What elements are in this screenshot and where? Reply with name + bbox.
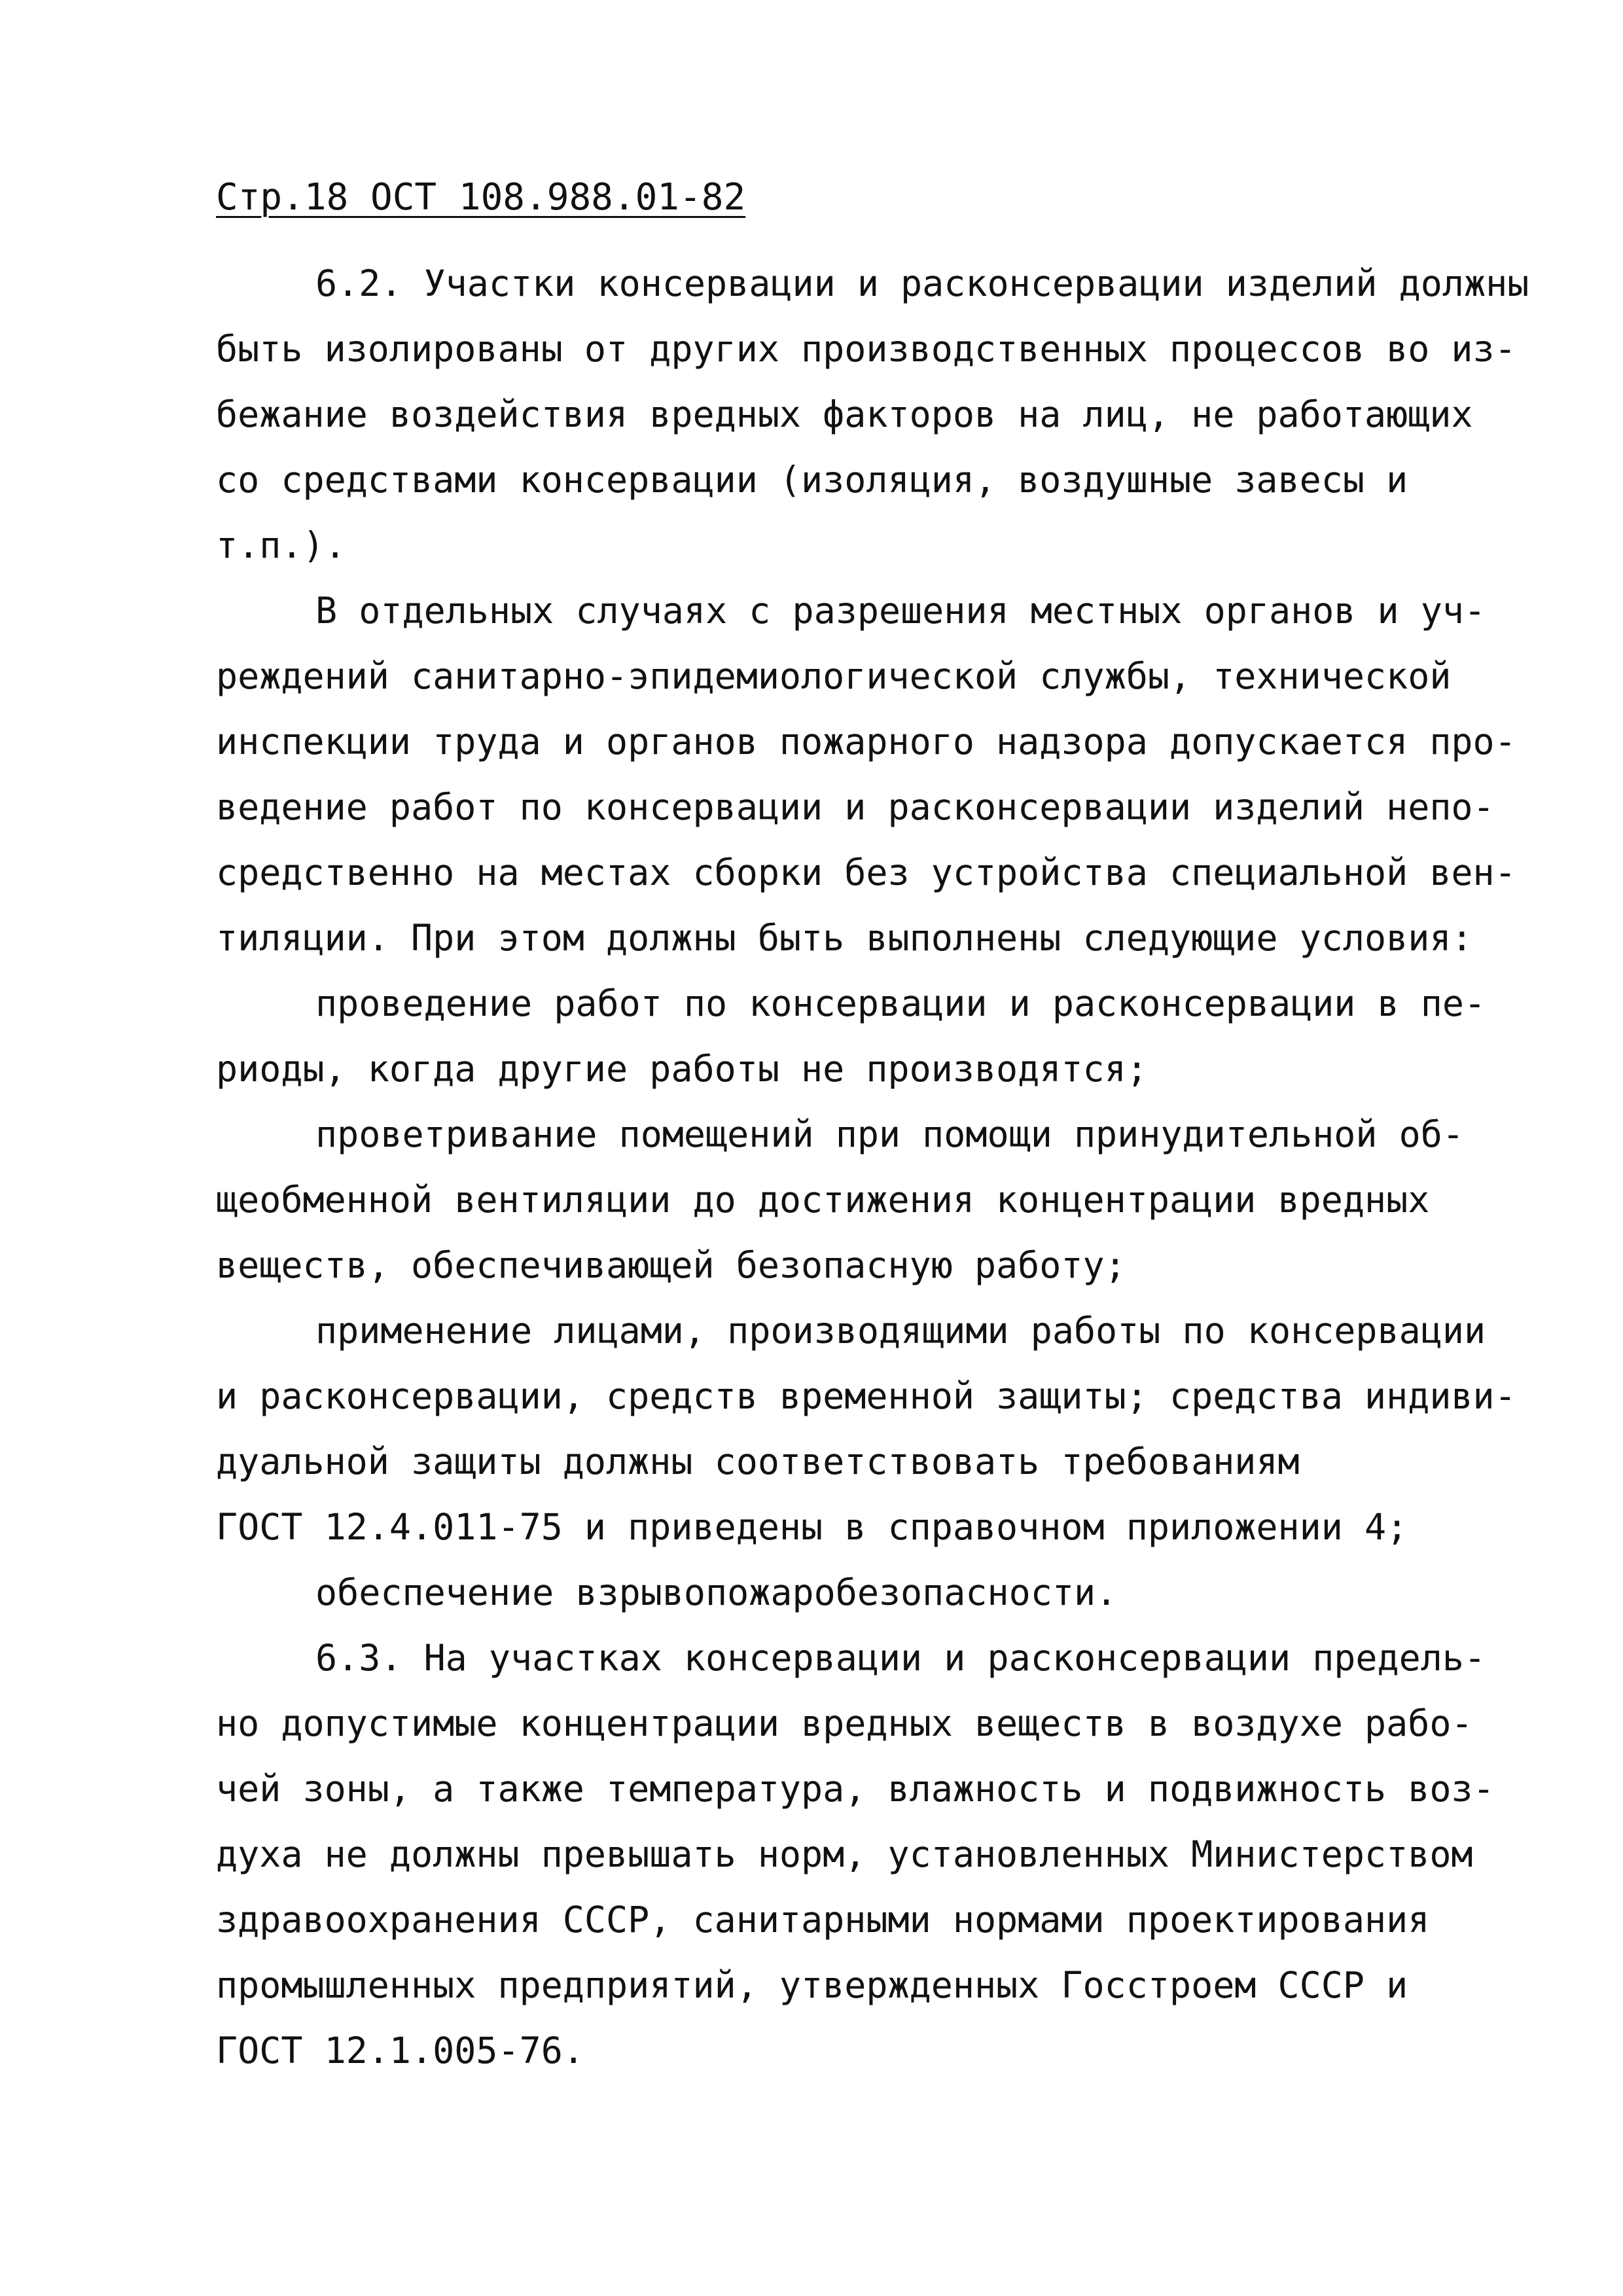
- page-header: Стр.18 ОСТ 108.988.01-82: [216, 176, 746, 219]
- text-line: 6.2. Участки консервации и расконсервации изделий должны: [315, 262, 1529, 304]
- text-line: веществ, обеспечивающей безопасную работу;: [216, 1244, 1126, 1286]
- text-line: духа не должны превышать норм, установленных Министерством: [216, 1833, 1473, 1875]
- paragraph-6-3: [216, 1625, 1495, 2083]
- text-line: чей зоны, а также температура, влажность и подвижность воз-: [216, 1768, 1495, 1810]
- text-line: ГОСТ 12.4.011-75 и приведены в справочном приложении 4;: [216, 1506, 1408, 1548]
- text-line: риоды, когда другие работы не производятся;: [216, 1048, 1148, 1090]
- paragraph-6-2: [216, 251, 1529, 578]
- text-line: дуальной защиты должны соответствовать требованиям: [216, 1441, 1300, 1482]
- text-line: со средствами консервации (изоляция, воздушные завесы и: [216, 459, 1408, 501]
- text-line: т.п.).: [216, 524, 346, 566]
- text-line: щеобменной вентиляции до достижения концентрации вредных: [216, 1179, 1430, 1221]
- text-line: применение лицами, производящими работы по консервации: [315, 1310, 1486, 1352]
- text-line: бежание воздействия вредных факторов на лиц, не работающих: [216, 393, 1473, 435]
- condition-item: [216, 1298, 1516, 1560]
- text-line: проведение работ по консервации и расконсервации в пе-: [315, 982, 1486, 1024]
- paragraph-special-cases: [216, 578, 1516, 971]
- text-line: проветривание помещений при помощи принудительной об-: [315, 1113, 1464, 1155]
- text-line: реждений санитарно-эпидемиологической службы, технической: [216, 655, 1452, 697]
- text-line: В отдельных случаях с разрешения местных органов и уч-: [315, 590, 1486, 632]
- text-line: обеспечение взрывопожаробезопасности.: [315, 1571, 1118, 1613]
- text-line: и расконсервации, средств временной защиты; средства индиви-: [216, 1375, 1516, 1417]
- text-line: средственно на местах сборки без устройства специальной вен-: [216, 852, 1516, 893]
- text-line: быть изолированы от других производственных процессов во из-: [216, 328, 1516, 370]
- text-line: тиляции. При этом должны быть выполнены следующие условия:: [216, 917, 1473, 959]
- text-line: 6.3. На участках консервации и расконсервации предель-: [315, 1637, 1486, 1679]
- text-line: инспекции труда и органов пожарного надзора допускается про-: [216, 721, 1516, 762]
- condition-item: [216, 1560, 1446, 1625]
- text-line: ведение работ по консервации и расконсервации изделий непо-: [216, 786, 1495, 828]
- condition-item: [216, 971, 1486, 1102]
- text-line: промышленных предприятий, утвержденных Госстроем СССР и: [216, 1964, 1408, 2006]
- text-line: ГОСТ 12.1.005-76.: [216, 2030, 584, 2072]
- condition-item: [216, 1102, 1464, 1298]
- text-line: но допустимые концентрации вредных веществ в воздухе рабо-: [216, 1702, 1473, 1744]
- text-line: здравоохранения СССР, санитарными нормами проектирования: [216, 1899, 1430, 1941]
- document-body: [216, 251, 1529, 2083]
